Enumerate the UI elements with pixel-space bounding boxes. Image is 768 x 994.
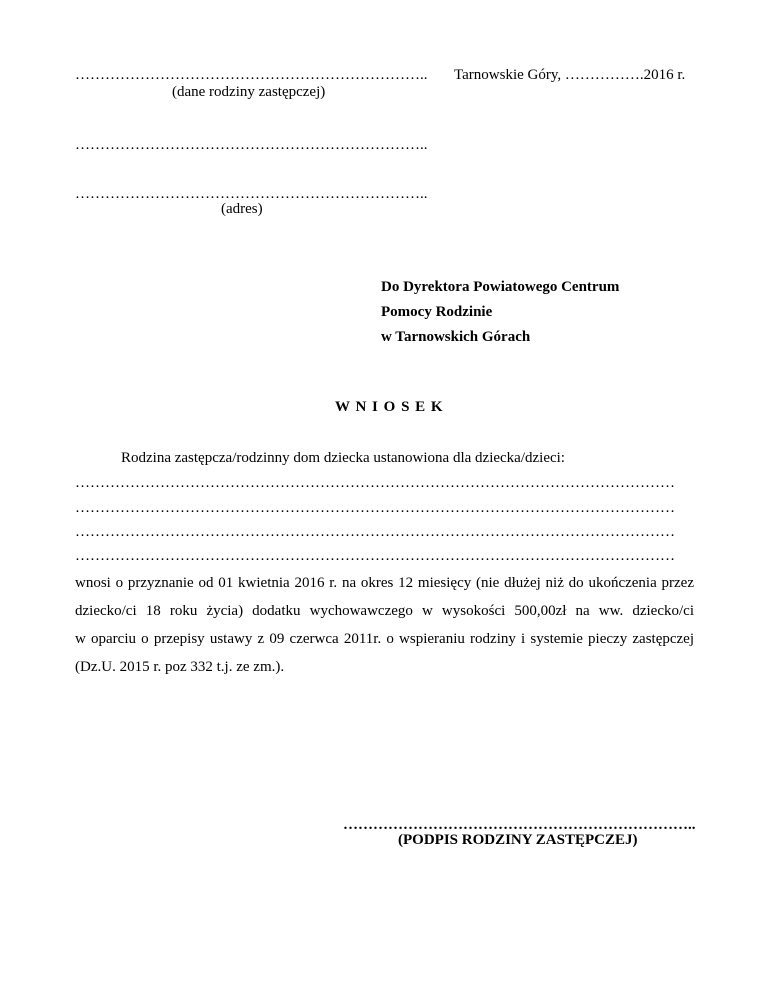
document-title: W N I O S E K [335,399,444,415]
family-data-dots-2: …………………………………………………………….. [75,137,428,153]
recipient-line-2: Pomocy Rodzinie [381,304,493,320]
address-caption: (adres) [221,201,263,217]
child-dots-line-3: ………………………………………………………………………………………………………… [75,524,675,540]
signature-caption: (PODPIS RODZINY ZASTĘPCZEJ) [398,832,638,848]
request-line-1: wnosi o przyznanie od 01 kwietnia 2016 r. na okres 12 miesięcy (nie dłużej niż do ukończenia przez [75,575,694,591]
request-line-2: dziecko/ci 18 roku życia) dodatku wychowawczego w wysokości 500,00zł na ww. dziecko/ci [75,603,694,619]
child-dots-line-2: ………………………………………………………………………………………………………… [75,500,675,516]
family-data-dots: …………………………………………………………….. [75,67,428,83]
intro-text: Rodzina zastępcza/rodzinny dom dziecka ustanowiona dla dziecka/dzieci: [121,450,565,466]
place-date: Tarnowskie Góry, …………….2016 r. [454,67,686,83]
address-dots: …………………………………………………………….. [75,186,428,202]
request-line-4: (Dz.U. 2015 r. poz 332 t.j. ze zm.). [75,659,285,675]
signature-dots: …………………………………………………………….. [343,817,696,833]
family-data-caption: (dane rodziny zastępczej) [172,84,326,100]
request-line-3: w oparciu o przepisy ustawy z 09 czerwca 2011r. o wspieraniu rodziny i systemie pieczy zastępczej [75,631,694,647]
child-dots-line-1: ………………………………………………………………………………………………………… [75,475,675,491]
child-dots-line-4: ………………………………………………………………………………………………………… [75,548,675,564]
recipient-line-1: Do Dyrektora Powiatowego Centrum [381,279,620,295]
recipient-line-3: w Tarnowskich Górach [381,329,531,345]
